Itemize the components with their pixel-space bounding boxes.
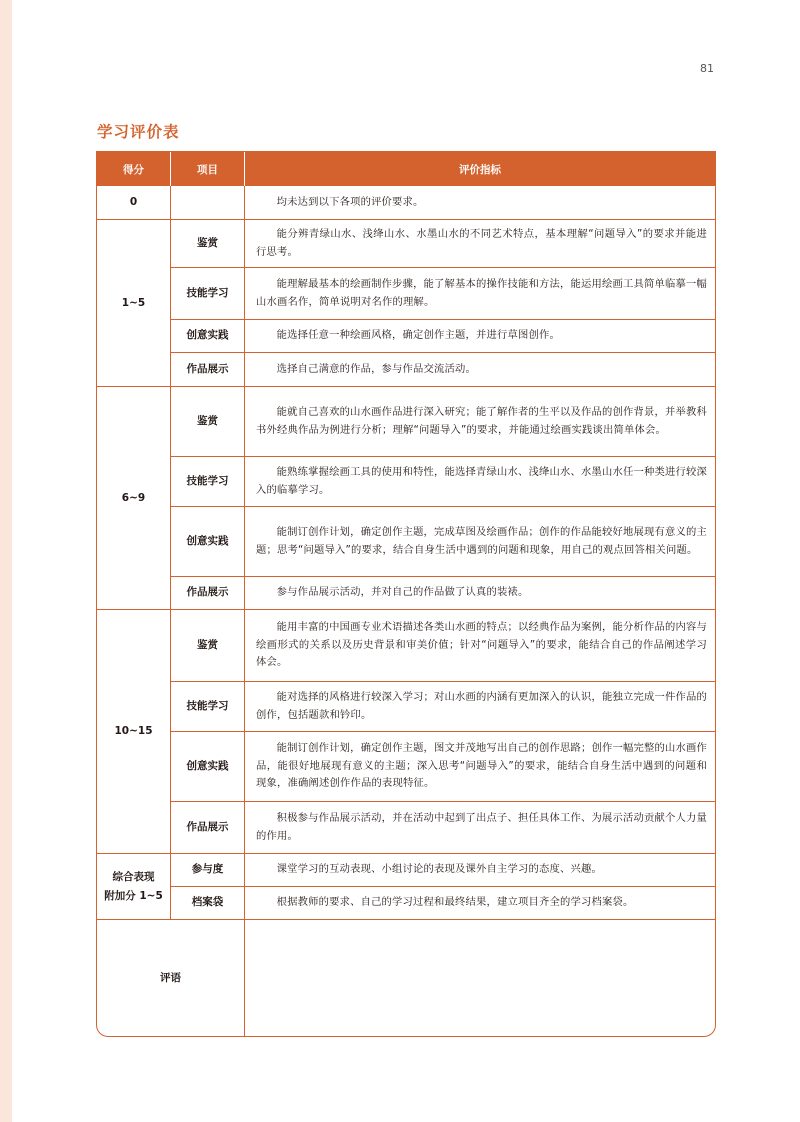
table-row	[97, 577, 715, 610]
criteria-cell: 能对选择的风格进行较深入学习；对山水画的内涵有更加深入的认识，能独立完成一件作品的创作，包括题款和钤印。	[245, 682, 715, 732]
bonus-score-line1: 综合表现	[112, 870, 155, 883]
criteria-cell: 课堂学习的互动表现、小组讨论的表现及课外自主学习的态度、兴趣。	[245, 854, 715, 887]
criteria-cell: 参与作品展示活动，并对自己的作品做了认真的装裱。	[245, 577, 715, 610]
score-cell: 10~15	[97, 610, 171, 854]
criteria-cell: 均未达到以下各项的评价要求。	[245, 186, 715, 220]
score-cell: 1~5	[97, 220, 171, 387]
criteria-cell: 能用丰富的中国画专业术语描述各类山水画的特点；以经典作品为案例，能分析作品的内容与绘画形式的关系以及历史背景和审美价值；针对“问题导入”的要求，能结合自己的作品阐述学习体会。	[245, 610, 715, 682]
item-cell: 技能学习	[171, 682, 245, 732]
table-row	[97, 507, 715, 577]
criteria-cell: 能就自己喜欢的山水画作品进行深入研究；能了解作者的生平以及作品的创作背景，并举教科书外经典作品为例进行分析；理解“问题导入”的要求，并能通过绘画实践谈出简单体会。	[245, 387, 715, 457]
item-cell: 作品展示	[171, 802, 245, 854]
item-cell: 鉴赏	[171, 220, 245, 268]
item-cell: 参与度	[171, 854, 245, 887]
evaluation-table	[96, 151, 716, 1037]
table-row	[97, 854, 715, 887]
item-cell: 作品展示	[171, 353, 245, 387]
table-row	[97, 457, 715, 507]
criteria-cell: 选择自己满意的作品，参与作品交流活动。	[245, 353, 715, 387]
table-row	[97, 186, 715, 220]
comment-row	[97, 920, 715, 1036]
bonus-score-line2: 附加分 1~5	[104, 889, 163, 902]
item-cell: 技能学习	[171, 268, 245, 320]
criteria-cell: 能制订创作计划，确定创作主题，完成草图及绘画作品；创作的作品能较好地展现有意义的主题；思考“问题导入”的要求，结合自身生活中遇到的问题和现象，用自己的观点回答相关问题。	[245, 507, 715, 577]
score-cell	[97, 854, 171, 920]
criteria-cell: 能理解最基本的绘画制作步骤，能了解基本的操作技能和方法，能运用绘画工具简单临摹一幅山水画名作，简单说明对名作的理解。	[245, 268, 715, 320]
table-row	[97, 220, 715, 268]
item-cell: 鉴赏	[171, 610, 245, 682]
table-row	[97, 610, 715, 682]
header-score: 得分	[97, 152, 171, 186]
item-cell: 档案袋	[171, 887, 245, 920]
table-row	[97, 887, 715, 920]
comment-area[interactable]	[245, 920, 715, 1036]
score-cell: 0	[97, 186, 171, 220]
score-cell: 6~9	[97, 387, 171, 610]
criteria-cell: 能分辨青绿山水、浅绛山水、水墨山水的不同艺术特点，基本理解“问题导入”的要求并能进行思考。	[245, 220, 715, 268]
criteria-cell: 根据教师的要求、自己的学习过程和最终结果，建立项目齐全的学习档案袋。	[245, 887, 715, 920]
item-cell: 创意实践	[171, 320, 245, 353]
criteria-cell: 能制订创作计划，确定创作主题，图文并茂地写出自己的创作思路；创作一幅完整的山水画作品，能很好地展现有意义的主题；深入思考“问题导入”的要求，能结合自身生活中遇到的问题和现象，准确阐述创作作品的表现特征。	[245, 732, 715, 802]
item-cell: 鉴赏	[171, 387, 245, 457]
table-row	[97, 320, 715, 353]
section-title: 学习评价表	[97, 123, 180, 141]
table-header-row	[97, 152, 715, 186]
item-cell	[171, 186, 245, 220]
header-criteria: 评价指标	[245, 152, 715, 186]
header-item: 项目	[171, 152, 245, 186]
table-row	[97, 802, 715, 854]
item-cell: 作品展示	[171, 577, 245, 610]
table-row	[97, 353, 715, 387]
criteria-cell: 积极参与作品展示活动，并在活动中起到了出点子、担任具体工作、为展示活动贡献个人力量的作用。	[245, 802, 715, 854]
item-cell: 技能学习	[171, 457, 245, 507]
table-row	[97, 268, 715, 320]
item-cell: 创意实践	[171, 732, 245, 802]
left-margin-strip	[0, 0, 12, 1122]
criteria-cell: 能熟练掌握绘画工具的使用和特性，能选择青绿山水、浅绛山水、水墨山水任一种类进行较深入的临摹学习。	[245, 457, 715, 507]
table-row	[97, 682, 715, 732]
table-row	[97, 387, 715, 457]
page-number: 81	[700, 62, 714, 75]
criteria-cell: 能选择任意一种绘画风格，确定创作主题，并进行草图创作。	[245, 320, 715, 353]
item-cell: 创意实践	[171, 507, 245, 577]
table-row	[97, 732, 715, 802]
comment-label: 评语	[97, 920, 245, 1036]
